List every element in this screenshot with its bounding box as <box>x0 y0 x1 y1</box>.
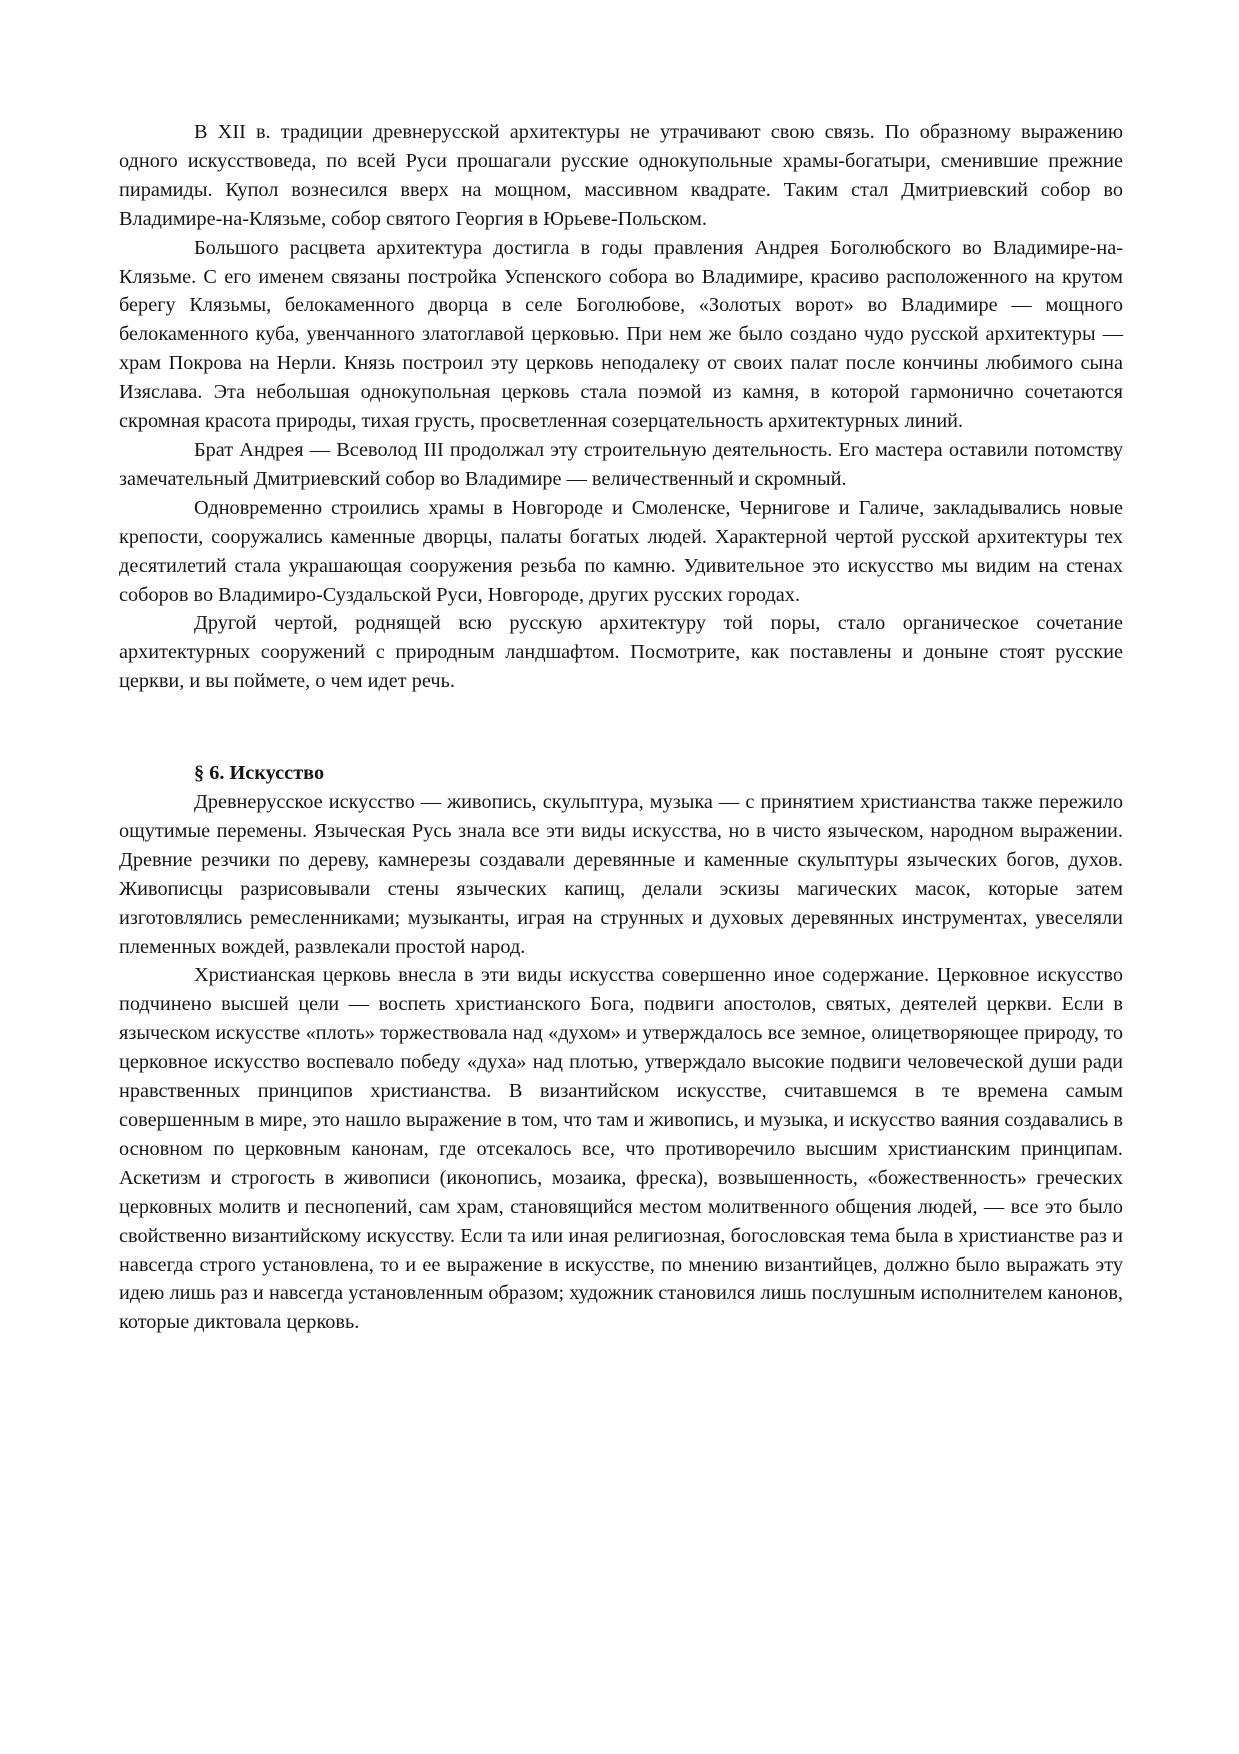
paragraph-landscape: Другой чертой, роднящей всю русскую архитектуру той поры, стало органическое сочетание архитектурных сооружений с природным ландшафтом. Посмотрите, как поставлены и доныне стоят русские церкви, и вы поймете, о чем идет речь. <box>119 612 1123 693</box>
paragraph-other-cities: Одновременно строились храмы в Новгороде и Смоленске, Чернигове и Галиче, закладывались новые крепости, сооружались каменные дворцы, палаты богатых людей. Характерной чертой русской архитектуры тех десятилетий стала украшающая сооружения резьба по камню. Удивительное это искусство мы видим на стенах соборов во Владимиро-Суздальской Руси, Новгороде, других русских городах. <box>119 496 1123 606</box>
paragraph-pagan-art: Древнерусское искусство — живопись, скульптура, музыка — с принятием христианства также пережило ощутимые перемены. Языческая Русь знала все эти виды искусства, но в чисто языческом, народном выражении. Древние резчики по дереву, камнерезы создавали деревянные и каменные скульптуры языческих богов, духов. Живописцы разрисовывали стены языческих капищ, делали эскизы магических масок, которые затем изготовлялись ремесленниками; музыканты, играя на струнных и духовых деревянных инструментах, увеселяли племенных вождей, развлекали простой народ. <box>119 791 1123 958</box>
section-heading: § 6. Искусство <box>194 762 325 785</box>
paragraph-andrey-bogolyubsky: Большого расцвета архитектура достигла в годы правления Андрея Боголюбского во Владимире-на-Клязьме. С его именем связаны постройка Успенского собора во Владимире, красиво расположенного на крутом берегу Клязьмы, белокаменного дворца в селе Боголюбове, «Золотых ворот» во Владимире — мощного белокаменного куба, увенчанного златоглавой церковью. При нем же было создано чудо русской архитектуры — храм Покрова на Нерли. Князь построил эту церковь неподалеку от своих палат после кончины любимого сына Изяслава. Эта небольшая однокупольная церковь стала поэмой из камня, в которой гармонично сочетаются скромная красота природы, тихая грусть, просветленная созерцательность архитектурных линий. <box>119 236 1123 433</box>
document-page <box>119 118 1123 1337</box>
section-spacer <box>119 696 1123 759</box>
paragraph-vsevolod: Брат Андрея — Всеволод III продолжал эту строительную деятельность. Его мастера оставили потомству замечательный Дмитриевский собор во Владимире — величественный и скромный. <box>119 438 1123 490</box>
paragraph-architecture-xii: В XII в. традиции древнерусской архитектуры не утрачивают свою связь. По образному выражению одного искусствоведа, по всей Руси прошагали русские однокупольные храмы-богатыри, сменившие прежние пирамиды. Купол вознесился вверх на мощном, массивном квадрате. Таким стал Дмитриевский собор во Владимире-на-Клязьме, собор святого Георгия в Юрьеве-Польском. <box>119 121 1123 230</box>
paragraph-church-art: Христианская церковь внесла в эти виды искусства совершенно иное содержание. Церковное искусство подчинено высшей цели — воспеть христианского Бога, подвиги апостолов, святых, деятелей церкви. Если в языческом искусстве «плоть» торжествовала над «духом» и утверждалось все земное, олицетворяющее природу, то церковное искусство воспевало победу «духа» над плотью, утверждало высокие подвиги человеческой души ради нравственных принципов христианства. В византийском искусстве, считавшемся в те времена самым совершенным в мире, это нашло выражение в том, что там и живопись, и музыка, и искусство ваяния создавались в основном по церковным канонам, где отсекалось все, что противоречило высшим христианским принципам. Аскетизм и строгость в живописи (иконопись, мозаика, фреска), возвышенность, «божественность» греческих церковных молитв и песнопений, сам храм, становящийся местом молитвенного общения людей, — все это было свойственно византийскому искусству. Если та или иная религиозная, богословская тема была в христианстве раз и навсегда строго установлена, то и ее выражение в искусстве, по мнению византийцев, должно было выражать эту идею лишь раз и навсегда установленным образом; художник становился лишь послушным исполнителем канонов, которые диктовала церковь. <box>119 964 1123 1334</box>
